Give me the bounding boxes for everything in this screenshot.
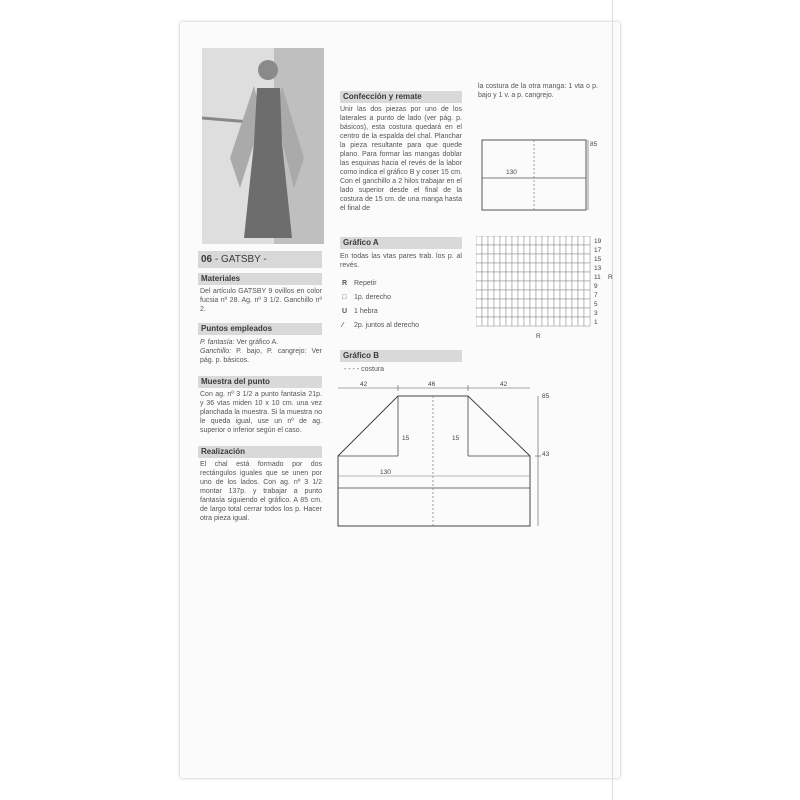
chart-cell [560,272,566,281]
chart-cell [482,299,488,308]
chart-cell [476,290,482,299]
chart-cell [524,272,530,281]
chart-cell [536,254,542,263]
chart-cell [524,254,530,263]
chart-cell [500,299,506,308]
legend-yarn-over [342,308,378,315]
chart-cell [572,290,578,299]
chart-cell [476,308,482,317]
chart-cell [566,299,572,308]
stitches-text [200,338,322,365]
chart-cell [524,263,530,272]
chart-cell [536,236,542,245]
stitch-chart-a [476,236,616,348]
finishing-heading: Confección y remate [340,91,462,103]
chart-cell [566,272,572,281]
chart-cell [584,317,590,326]
chart-cell [542,299,548,308]
chart-cell [578,245,584,254]
chart-cell [578,299,584,308]
chart-cell [518,299,524,308]
chart-cell [566,263,572,272]
chart-cell [500,245,506,254]
dim-sleeve-left: 15 [402,435,410,442]
chart-cell [530,236,536,245]
chart-cell [560,236,566,245]
row-number: 1 [594,319,598,326]
chart-cell [506,263,512,272]
chart-cell [536,308,542,317]
chart-cell [476,254,482,263]
chart-cell [578,254,584,263]
chart-cell [494,299,500,308]
chart-cell [542,254,548,263]
chart-cell [536,245,542,254]
chart-cell [584,236,590,245]
chart-cell [584,272,590,281]
chart-cell [548,308,554,317]
chart-a-heading: Gráfico A [340,237,462,249]
chart-cell [512,317,518,326]
repeat-cols-label: R [536,333,541,340]
chart-cell [578,272,584,281]
chart-cell [488,236,494,245]
chart-cell [548,236,554,245]
chart-cell [554,245,560,254]
chart-cell [542,272,548,281]
chart-cell [482,317,488,326]
chart-cell [530,308,536,317]
chart-cell [584,263,590,272]
page-edge-line [612,0,613,800]
chart-cell [482,308,488,317]
chart-cell [548,263,554,272]
materials-heading: Materiales [198,273,322,285]
row-number: 17 [594,247,602,254]
chart-cell [482,263,488,272]
chart-cell [524,290,530,299]
dim-width: 130 [380,469,391,476]
dim-height-lower: 43 [542,451,550,458]
repeat-rows-label: R [608,274,613,281]
chart-cell [572,299,578,308]
chart-cell [494,254,500,263]
legend-label: Repetir [354,280,377,287]
chart-cell [506,272,512,281]
chart-cell [524,281,530,290]
row-number: 3 [594,310,598,317]
chart-cell [542,290,548,299]
chart-cell [530,254,536,263]
chart-cell [494,308,500,317]
materials-text: Del artículo GATSBY 9 ovillos en color fucsia nº 28. Ag. nº 3 1/2. Ganchillo nº 2. [200,288,322,313]
chart-cell [578,281,584,290]
chart-cell [500,317,506,326]
row-number: 11 [594,274,601,281]
chart-cell [560,308,566,317]
model-figure-icon [202,48,324,244]
chart-cell [494,236,500,245]
chart-cell [482,254,488,263]
chart-cell [578,308,584,317]
chart-cell [554,272,560,281]
chart-cell [506,308,512,317]
chart-cell [554,308,560,317]
chart-cell [554,317,560,326]
chart-cell [488,290,494,299]
chart-cell [518,263,524,272]
chart-cell [518,281,524,290]
chart-cell [512,245,518,254]
chart-cell [506,281,512,290]
row-number: 5 [594,301,598,308]
chart-cell [548,317,554,326]
chart-cell [572,308,578,317]
chart-cell [500,263,506,272]
chart-cell [512,290,518,299]
chart-cell [494,317,500,326]
chart-cell [506,290,512,299]
chart-cell [488,317,494,326]
chart-cell [578,236,584,245]
yarn-over-icon: U [342,308,348,315]
chart-cell [488,245,494,254]
chart-cell [554,263,560,272]
chart-cell [482,245,488,254]
chart-cell [476,236,482,245]
model-photo [202,48,324,244]
row-number: 19 [594,238,602,245]
chart-cell [512,281,518,290]
chart-cell [572,263,578,272]
chart-cell [482,236,488,245]
chart-cell [572,317,578,326]
chart-cell [542,236,548,245]
legend-label: 2p. juntos al derecho [354,322,419,329]
making-text: El chal está formado por dos rectángulos iguales que se unen por uno de los lados. Con ag. nº 3 1/2 montar 137p. y trabajar a punto fantasía siguiendo el gráfico. A 85 cm. de largo total cerrar todos los p. Hacer otra pieza igual. [200,461,322,522]
dim-right-top: 42 [500,381,508,388]
chart-cell [536,317,542,326]
chart-cell [476,245,482,254]
chart-cell [584,308,590,317]
chart-cell [542,263,548,272]
chart-cell [530,290,536,299]
gauge-text: Con ag. nº 3 1/2 a punto fantasía 21p. y 36 vtas miden 10 x 10 cm. una vez planchada la muestra. Si la muestra no le queda igual, use un nº de ag. superior o inferior según el caso. [200,391,322,434]
chart-cell [560,317,566,326]
chart-cell [476,272,482,281]
chart-a-intro: En todas las vtas pares trab. los p. al revés. [340,253,462,269]
row-number: 7 [594,292,598,299]
chart-cell [518,290,524,299]
chart-cell [500,281,506,290]
chart-cell [524,245,530,254]
chart-cell [566,236,572,245]
chart-b-heading: Gráfico B [340,350,462,362]
chart-cell [518,272,524,281]
legend-knit [342,294,391,301]
chart-cell [584,281,590,290]
chart-cell [530,317,536,326]
chart-cell [494,272,500,281]
chart-cell [530,272,536,281]
chart-cell [488,263,494,272]
chart-cell [476,317,482,326]
row-number: 13 [594,265,602,272]
legend-label: 1p. derecho [354,294,391,301]
chart-cell [578,290,584,299]
chart-cell [530,245,536,254]
pattern-name: - GATSBY - [214,254,267,265]
chart-cell [572,272,578,281]
chart-cell [584,299,590,308]
seam-legend: - - - - costura [344,366,385,373]
chart-cell [566,245,572,254]
chart-cell [560,263,566,272]
chart-cell [572,236,578,245]
chart-cell [512,299,518,308]
chart-cell [566,290,572,299]
repeat-icon: R [342,280,348,287]
chart-cell [524,299,530,308]
chart-cell [488,308,494,317]
chart-cell [530,281,536,290]
chart-cell [512,263,518,272]
chart-cell [482,281,488,290]
chart-cell [536,272,542,281]
assembly-chart-b [330,378,560,528]
chart-cell [524,317,530,326]
chart-cell [542,245,548,254]
chart-cell [566,254,572,263]
chart-cell [518,245,524,254]
chart-cell [506,317,512,326]
chart-cell [542,308,548,317]
chart-cell [500,308,506,317]
chart-cell [548,272,554,281]
chart-cell [494,263,500,272]
chart-cell [548,290,554,299]
dim-sleeve-right: 15 [452,435,460,442]
chart-cell [488,272,494,281]
chart-cell [548,299,554,308]
chart-cell [554,299,560,308]
top-diagram-height: 85 [590,141,598,148]
dim-center-top: 46 [428,381,436,388]
chart-cell [584,245,590,254]
dim-left-top: 42 [360,381,368,388]
chart-cell [494,281,500,290]
chart-cell [566,317,572,326]
chart-cell [488,299,494,308]
chart-cell [536,281,542,290]
stitch-text-2: P. bajo, P. cangrejo: Ver pág. p. básicos. [200,348,322,364]
chart-cell [482,290,488,299]
stitch-label-2: Ganchillo: [200,348,232,355]
row-number: 9 [594,283,598,290]
chart-cell [560,245,566,254]
chart-cell [494,245,500,254]
chart-cell [554,290,560,299]
pattern-title [198,251,322,268]
chart-cell [512,308,518,317]
finishing-text: Unir las dos piezas por uno de los laterales a punto de lado (ver pág. p. básicos), esta costura quedará en el centro de la espalda del chal. Planchar la pieza resultante para que quede plano. Para formar las mangas doblar las esquinas hacia el revés de la labor como indica el gráfico B y coser 15 cm. Con el ganchillo a 2 hilos trabajar en el lado superior desde el final de la costura de 15 cm. de una manga hasta el final de [340,106,462,212]
chart-cell [512,254,518,263]
chart-cell [506,245,512,254]
chart-cell [578,317,584,326]
chart-cell [560,299,566,308]
gauge-heading: Muestra del punto [198,376,322,388]
chart-cell [548,254,554,263]
chart-cell [494,290,500,299]
chart-cell [572,245,578,254]
k2tog-icon: ⁄ [342,322,344,329]
stitch-text-1: Ver gráfico A. [234,339,279,346]
pattern-number: 06 [201,254,213,265]
chart-cell [524,308,530,317]
stitch-label-1: P. fantasía: [200,339,235,346]
chart-cell [488,254,494,263]
chart-cell [536,290,542,299]
chart-cell [500,254,506,263]
chart-cell [560,254,566,263]
chart-cell [560,290,566,299]
chart-cell [518,236,524,245]
chart-cell [572,281,578,290]
chart-cell [518,254,524,263]
stitches-heading: Puntos empleados [198,323,322,335]
chart-cell [500,290,506,299]
dim-height-total: 85 [542,393,550,400]
chart-cell [584,254,590,263]
chart-cell [530,263,536,272]
chart-cell [548,281,554,290]
chart-cell [554,254,560,263]
chart-cell [530,299,536,308]
chart-cell [542,281,548,290]
chart-cell [512,272,518,281]
top-diagram-width: 130 [506,169,517,176]
chart-cell [500,236,506,245]
shawl-outline-diagram [476,134,606,214]
chart-cell [578,263,584,272]
chart-cell [584,290,590,299]
chart-cell [518,308,524,317]
chart-cell [506,299,512,308]
legend-label: 1 hebra [354,308,378,315]
chart-cell [518,317,524,326]
chart-cell [566,308,572,317]
chart-cell [554,281,560,290]
legend-k2tog [342,322,419,329]
chart-cell [500,272,506,281]
finishing-continued: la costura de la otra manga: 1 vta o p. bajo y 1 v. a p. cangrejo. [478,83,598,99]
chart-cell [536,263,542,272]
chart-cell [476,299,482,308]
chart-cell [554,236,560,245]
chart-cell [488,281,494,290]
chart-cell [506,236,512,245]
knit-square-icon: □ [342,294,347,301]
chart-cell [566,281,572,290]
chart-cell [476,263,482,272]
row-number: 15 [594,256,602,263]
chart-cell [572,254,578,263]
chart-cell [512,236,518,245]
legend-repeat [342,280,377,287]
chart-cell [542,317,548,326]
chart-cell [524,236,530,245]
making-heading: Realización [198,446,322,458]
chart-cell [560,281,566,290]
chart-cell [482,272,488,281]
chart-cell [506,254,512,263]
chart-cell [536,299,542,308]
chart-cell [548,245,554,254]
chart-cell [476,281,482,290]
